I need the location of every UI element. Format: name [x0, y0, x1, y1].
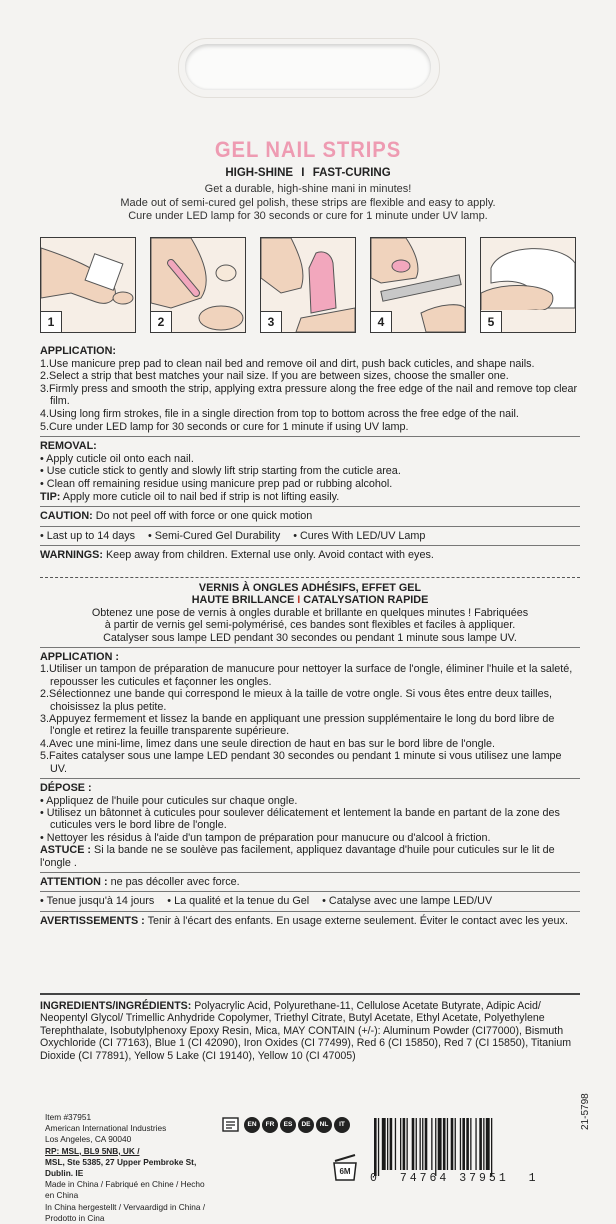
- barcode-bar: [420, 1118, 421, 1170]
- french-directions: [40, 582, 580, 927]
- barcode-bar: [390, 1118, 393, 1170]
- feature-list: [40, 530, 580, 543]
- barcode-bar: [483, 1118, 484, 1170]
- fr-removal-step: • Nettoyer les résidus à l'aide d'un tampon de préparation pour manucure ou d'alcool à friction.: [40, 831, 491, 844]
- lang-badge-es: ES: [280, 1117, 296, 1133]
- barcode-bar: [486, 1118, 490, 1170]
- fr-application-step: 2.Sélectionnez une bande qui correspond le mieux à la taille de votre ongle. Si vous êtes entre deux tailles, choisissez la plus petite.: [40, 688, 552, 713]
- step-number: 5: [481, 311, 502, 332]
- feature-item: • Cures With LED/UV Lamp: [293, 529, 426, 542]
- section-divider: [40, 436, 580, 437]
- tip-text: Apply more cuticle oil to nail bed if strip is not lifting easily.: [60, 490, 340, 503]
- fr-tip-line: [40, 844, 580, 869]
- product-title: GEL NAIL STRIPS: [214, 137, 402, 162]
- barcode-bar: [479, 1118, 482, 1170]
- ingredients-label: INGREDIENTS/INGRÉDIENTS:: [40, 1000, 192, 1012]
- barcode-bar: [400, 1118, 401, 1170]
- step-illustrations: [40, 237, 576, 335]
- ingredients-divider: [40, 993, 580, 995]
- barcode-first-digit: 0: [370, 1172, 378, 1185]
- barcode-last-digit: 1: [528, 1172, 537, 1185]
- fr-application-step: 5.Faites catalyser sous une lampe LED pendant 30 secondes ou pendant 1 minute si vous utilisez une lampe UV.: [40, 750, 562, 775]
- lang-badge-it: IT: [334, 1117, 350, 1133]
- application-heading: APPLICATION:: [40, 345, 116, 357]
- fr-removal-heading: DÉPOSE :: [40, 782, 92, 795]
- lang-badge-fr: FR: [262, 1117, 278, 1133]
- fr-caution-text: ne pas décoller avec force.: [107, 875, 240, 888]
- application-step: 5.Cure under LED lamp for 30 seconds or cure for 1 minute if using UV lamp.: [40, 420, 409, 433]
- barcode-middle-digits: 74764 37951: [399, 1172, 509, 1185]
- intro-line: Made out of semi-cured gel polish, these strips are flexible and easy to apply.: [120, 196, 496, 209]
- read-instructions-icon: [222, 1116, 240, 1134]
- barcode-bar: [403, 1118, 406, 1170]
- fr-intro-line: Catalyser sous lampe LED pendant 30 secondes ou pendant 1 minute sous lampe UV.: [103, 631, 517, 644]
- barcode-bar: [443, 1118, 446, 1170]
- fr-caution-line: [40, 876, 580, 888]
- barcode-bar: [407, 1118, 408, 1170]
- warnings-label: WARNINGS:: [40, 549, 103, 562]
- fr-intro-line: à partir de vernis gel semi-polymérisé, ces bandes sont flexibles et faciles à appliquer.: [104, 619, 516, 632]
- fr-title: VERNIS À ONGLES ADHÉSIFS, EFFET GEL: [198, 582, 422, 594]
- application-step: 3.Firmly press and smooth the strip, applying extra pressure along the free edge of the nail and remove top clear film.: [40, 382, 578, 408]
- barcode-bar: [475, 1118, 476, 1170]
- fr-caution-label: ATTENTION :: [40, 875, 108, 888]
- fr-feature-item: • La qualité et la tenue du Gel: [167, 895, 310, 908]
- application-step: 1.Use manicure prep pad to clean nail bed and remove oil and dirt, push back cuticles, and shape nails.: [40, 357, 535, 370]
- section-divider: [40, 526, 580, 527]
- barcode-bar: [387, 1118, 388, 1170]
- step-1-panel: [40, 237, 136, 333]
- step-2-panel: [150, 237, 246, 333]
- barcode-bar: [470, 1118, 471, 1170]
- warnings-text: Keep away from children. External use only. Avoid contact with eyes.: [102, 549, 434, 562]
- feature-item: • Semi-Cured Gel Durability: [148, 529, 281, 542]
- step-4-panel: [370, 237, 466, 333]
- application-step: 2.Select a strip that best matches your nail size. If you are between sizes, choose the smaller one.: [40, 370, 509, 383]
- barcode-bar: [455, 1118, 456, 1170]
- fr-subtitle: [40, 594, 580, 606]
- fr-application-heading: APPLICATION :: [40, 651, 119, 664]
- section-divider: [40, 778, 580, 779]
- fr-intro-line: Obtenez une pose de vernis à ongles durable et brillante en quelques minutes ! Fabriquées: [91, 606, 529, 619]
- fr-warnings-text: Tenir à l'écart des enfants. En usage externe seulement. Éviter le contact avec les yeux.: [144, 914, 568, 927]
- made-in-line: Made in China / Fabriqué en Chine / Hecho en China: [45, 1179, 205, 1201]
- ingredients-block: [40, 1000, 580, 1062]
- step-5-panel: [480, 237, 576, 333]
- step-number: 3: [261, 311, 282, 332]
- fr-feature-item: • Catalyse avec une lampe LED/UV: [322, 895, 493, 908]
- removal-step: • Apply cuticle oil onto each nail.: [40, 452, 194, 465]
- fr-tip-text: Si la bande ne se soulève pas facilement, appliquez davantage d'huile pour cuticules sur le lit de l'ongle .: [40, 844, 555, 869]
- caution-label: CAUTION:: [40, 510, 93, 523]
- warnings-line: [40, 549, 580, 562]
- barcode: [372, 1118, 544, 1176]
- item-number: Item #37951: [45, 1112, 92, 1122]
- fr-subtitle-separator: I: [297, 594, 301, 607]
- fr-removal-step: • Utilisez un bâtonnet à cuticules pour soulever délicatement et lentement la bande en partant de la zone des cuticules vers le bord libre de l'ongle.: [40, 806, 560, 832]
- pao-icon: [330, 1152, 360, 1182]
- subtitle-right: FAST-CURING: [312, 167, 391, 179]
- tip-line: [40, 491, 580, 504]
- subtitle-left: HIGH-SHINE: [225, 167, 294, 179]
- fr-application-step: 1.Utiliser un tampon de préparation de manucure pour nettoyer la surface de l'ongle, éliminer l'huile et la saleté, repousser les cuticules et façonner les ongles.: [40, 663, 573, 688]
- barcode-bar: [460, 1118, 461, 1170]
- removal-heading: REMOVAL:: [40, 440, 97, 453]
- pao-label: 6M: [339, 1167, 351, 1176]
- barcode-bar: [416, 1118, 417, 1170]
- barcode-bar: [462, 1118, 465, 1170]
- section-divider: [40, 506, 580, 507]
- caution-line: [40, 510, 580, 523]
- fr-warnings-label: AVERTISSEMENTS :: [40, 914, 145, 927]
- barcode-bar: [466, 1118, 469, 1170]
- fr-subtitle-left: HAUTE BRILLANCE: [191, 594, 295, 607]
- fr-application-step: 4.Avec une mini-lime, limez dans une seule direction de haut en bas sur le bord libre de l'ongle.: [40, 737, 495, 750]
- msl-address: MSL, Ste 5385, 27 Upper Pembroke St, Dublin. IE: [45, 1156, 197, 1179]
- address-block: [45, 1112, 215, 1224]
- language-divider: [40, 577, 580, 578]
- fr-warnings-line: [40, 915, 580, 927]
- lang-badge-en: EN: [244, 1117, 260, 1133]
- barcode-bar: [395, 1118, 396, 1170]
- step-number: 1: [41, 311, 62, 332]
- barcode-bar: [422, 1118, 423, 1170]
- intro-line: Get a durable, high-shine mani in minutes!: [204, 183, 412, 195]
- side-code: 21-5798: [580, 1093, 591, 1130]
- lang-badge-de: DE: [298, 1117, 314, 1133]
- barcode-bar: [374, 1118, 377, 1176]
- barcode-bar: [435, 1118, 436, 1176]
- barcode-bar: [378, 1118, 379, 1176]
- subtitle-separator: I: [301, 167, 305, 179]
- barcode-bar: [382, 1118, 386, 1170]
- fr-subtitle-right: CATALYSATION RAPIDE: [303, 594, 429, 607]
- fr-feature-item: • Tenue jusqu'à 14 jours: [40, 895, 155, 908]
- section-divider: [40, 891, 580, 892]
- removal-step: • Use cuticle stick to gently and slowly lift strip starting from the cuticle area.: [40, 465, 401, 478]
- intro-text: [90, 183, 526, 224]
- step-number: 4: [371, 311, 392, 332]
- section-divider: [40, 545, 580, 546]
- ingredients-text: Polyacrylic Acid, Polyurethane-11, Cellulose Acetate Butyrate, Adipic Acid/ Neopentyl Glycol/ Trimellic Anhydride Copolymer, Triethyl Citrate, Butyl Acetate, Ethyl Acetate, Polyethylene Terephthalate, Isobutylphenoxy Epoxy Resin, Mica, MAY CONTAIN (+/-): Aluminum Powder (CI77000), Bismuth Oxychloride (CI 77163), Blue 1 (CI 42090), Iron Oxides (CI 77499), Red 6 (CI 15850), Red 7 (CI 15850), Titanium Dioxide (CI 77891), Yellow 5 Lake (CI 19140), Yellow 10 (CI 47005): [40, 1000, 572, 1062]
- ingredients-text-line: [40, 1000, 580, 1062]
- section-divider: [40, 872, 580, 873]
- made-in-line: In China hergestellt / Vervaardigd in China / Prodotto in Cina: [45, 1201, 206, 1223]
- fr-removal-step: • Appliquez de l'huile pour cuticules sur chaque ongle.: [40, 794, 298, 807]
- barcode-bar: [491, 1118, 492, 1176]
- fr-tip-label: ASTUCE :: [40, 844, 91, 857]
- barcode-bar: [447, 1118, 448, 1170]
- english-directions: [40, 345, 580, 562]
- application-step: 4.Using long firm strokes, file in a single direction from top to bottom across the free edge of the nail.: [40, 407, 519, 420]
- fr-application-step: 3.Appuyez fermement et lissez la bande en appliquant une pression supplémentaire le long du bord libre de l'ongle et retirez la feuille transparente supérieure.: [40, 713, 555, 738]
- removal-step: • Clean off remaining residue using manicure prep pad or rubbing alcohol.: [40, 477, 393, 490]
- barcode-bar: [425, 1118, 428, 1170]
- barcode-bar: [451, 1118, 454, 1170]
- tip-label: TIP:: [40, 490, 61, 503]
- caution-text: Do not peel off with force or one quick motion: [92, 510, 313, 523]
- product-subtitle: [0, 167, 616, 179]
- step-3-panel: [260, 237, 356, 333]
- section-divider: [40, 911, 580, 912]
- barcode-digits: [370, 1172, 575, 1185]
- lang-badge-nl: NL: [316, 1117, 332, 1133]
- intro-line: Cure under LED lamp for 30 seconds or cure for 1 minute under UV lamp.: [128, 210, 488, 222]
- barcode-bar: [412, 1118, 415, 1170]
- feature-item: • Last up to 14 days: [40, 529, 136, 542]
- barcode-bar: [431, 1118, 432, 1170]
- step-number: 2: [151, 311, 172, 332]
- hang-hole: [185, 44, 431, 90]
- section-divider: [40, 647, 580, 648]
- fr-feature-list: [40, 895, 580, 907]
- barcode-bar: [438, 1118, 442, 1170]
- company-city: Los Angeles, CA 90040: [45, 1134, 132, 1145]
- company-name: American International Industries: [45, 1123, 167, 1134]
- rp-address: RP: MSL, BL9 5NB, UK /: [45, 1145, 140, 1156]
